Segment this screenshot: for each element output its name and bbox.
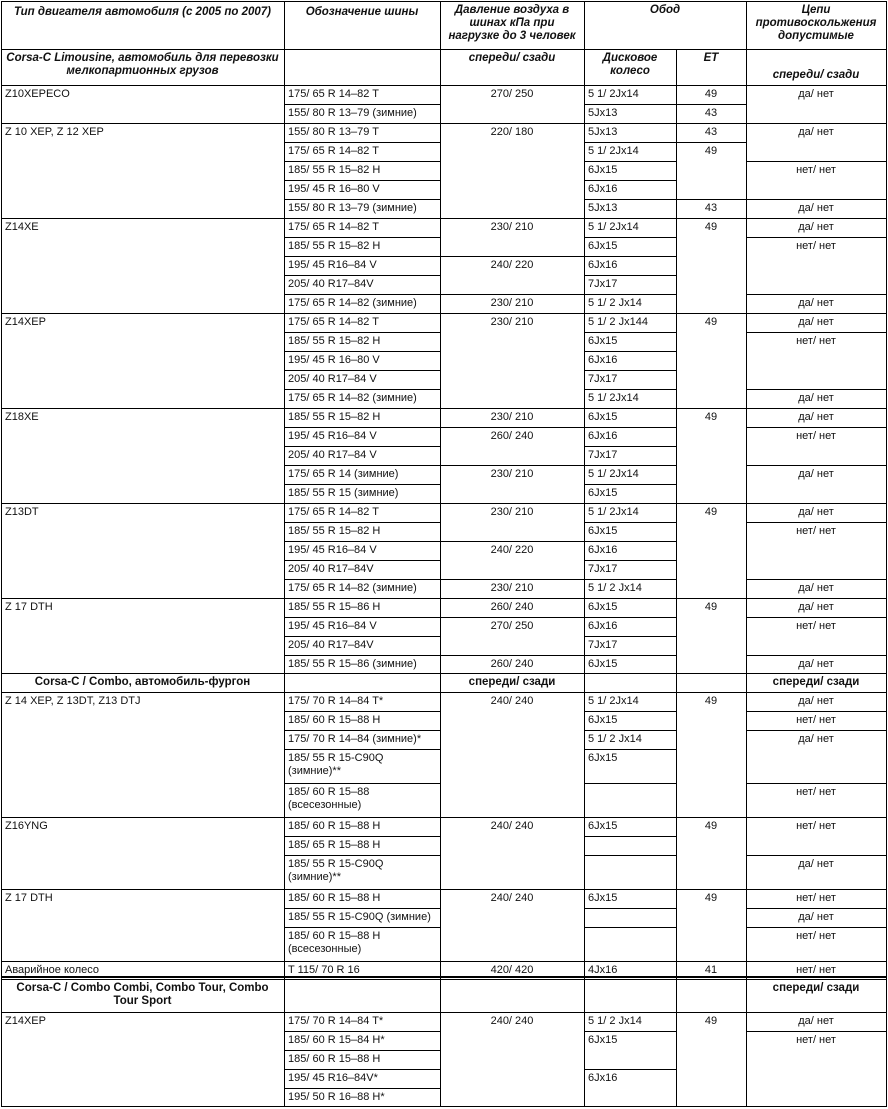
rim-disc: 7Jx17 — [588, 373, 618, 385]
rim-disc: 5 1/ 2Jx14 — [588, 468, 639, 480]
tire-size: 195/ 45 R 16–80 V — [288, 183, 380, 195]
rim-disc: 5Jx13 — [588, 107, 618, 119]
column-divider — [584, 1, 585, 1107]
snow-chains: да/ нет — [798, 582, 834, 594]
tire-size: 175/ 65 R 14–82 T — [288, 316, 379, 328]
tire-size: 175/ 65 R 14–82 T — [288, 221, 379, 233]
tire-size: 175/ 65 R 14–82 T — [288, 506, 379, 518]
tire-size: 185/ 60 R 15–88 H (всесезонные) — [288, 930, 381, 955]
rim-et: 49 — [704, 506, 718, 518]
snow-chains: нет/ нет — [796, 430, 836, 442]
rim-disc: 6Jx16 — [588, 259, 618, 271]
rim-et: 43 — [704, 107, 718, 119]
rim-disc: 4Jx16 — [588, 964, 618, 976]
section-title: Corsa-C Limousine, автомобиль для перевозки мелкопартионных грузов — [6, 52, 279, 77]
snow-chains: да/ нет — [798, 695, 834, 707]
rim-disc: 6Jx16 — [588, 1072, 618, 1084]
tire-pressure: 240/ 240 — [490, 892, 534, 904]
snow-chains: нет/ нет — [796, 964, 836, 976]
column-divider — [886, 1, 887, 1107]
tire-size: 205/ 40 R17–84V — [288, 278, 374, 290]
section-pressure-label: спереди/ сзади — [468, 676, 556, 688]
column-divider — [746, 1, 747, 1107]
tire-pressure: 260/ 240 — [490, 601, 534, 613]
rim-disc: 6Jx15 — [588, 335, 618, 347]
rim-disc: 6Jx15 — [588, 411, 618, 423]
engine-type: Z16YNG — [5, 820, 48, 832]
section-title: Corsa-C / Combo, автомобиль-фургон — [34, 676, 251, 688]
rim-disc: 7Jx17 — [588, 563, 618, 575]
header-et: ET — [703, 52, 719, 64]
row-divider — [1, 1106, 887, 1107]
tire-pressure: 230/ 210 — [490, 316, 534, 328]
tire-size: 185/ 60 R 15–88 H — [288, 892, 381, 904]
rim-disc: 5 1/ 2Jx14 — [588, 392, 639, 404]
tire-size: 195/ 45 R16–84 V — [288, 259, 377, 271]
rim-et: 49 — [704, 88, 718, 100]
tire-size: 185/ 55 R 15–86 (зимние) — [288, 658, 417, 670]
rim-disc: 6Jx16 — [588, 544, 618, 556]
tire-pressure: 270/ 250 — [490, 620, 534, 632]
rim-et: 49 — [704, 1015, 718, 1027]
rim-disc: 5 1/ 2Jx14 — [588, 88, 639, 100]
snow-chains: нет/ нет — [796, 620, 836, 632]
rim-disc: 6Jx15 — [588, 525, 618, 537]
engine-type: Аварийное колесо — [5, 964, 100, 976]
tire-size: 185/ 55 R 15–86 H — [288, 601, 381, 613]
rim-disc: 5 1/ 2 Jx14 — [588, 582, 642, 594]
rim-et: 49 — [704, 411, 718, 423]
engine-type: Z13DT — [5, 506, 39, 518]
section-chains-label: спереди/ сзади — [772, 676, 860, 688]
rim-disc: 6Jx15 — [588, 820, 618, 832]
tire-pressure: 240/ 240 — [490, 820, 534, 832]
tire-size: 185/ 55 R 15–82 H — [288, 411, 381, 423]
tire-size: 185/ 55 R 15 (зимние) — [288, 487, 399, 499]
snow-chains: да/ нет — [798, 202, 834, 214]
snow-chains: да/ нет — [798, 911, 834, 923]
rim-disc: 6Jx16 — [588, 430, 618, 442]
tire-size: 205/ 40 R17–84 V — [288, 373, 377, 385]
rim-et: 49 — [704, 820, 718, 832]
header-tire: Обозначение шины — [305, 6, 419, 18]
rim-disc: 6Jx16 — [588, 354, 618, 366]
column-divider — [440, 1, 441, 1107]
header-rim: Обод — [649, 4, 681, 16]
snow-chains: да/ нет — [798, 88, 834, 100]
rim-disc: 5 1/ 2 Jx14 — [588, 1015, 642, 1027]
rim-et: 43 — [704, 126, 718, 138]
snow-chains: да/ нет — [798, 297, 834, 309]
rim-et: 49 — [704, 695, 718, 707]
tire-size: 185/ 55 R 15–82 H — [288, 164, 381, 176]
rim-et: 49 — [704, 316, 718, 328]
snow-chains: да/ нет — [798, 468, 834, 480]
row-divider — [1, 1, 887, 2]
tire-size: 155/ 80 R 13–79 (зимние) — [288, 107, 417, 119]
header-disc-wheel: Дисковое колесо — [602, 52, 658, 77]
tire-pressure: 230/ 210 — [490, 468, 534, 480]
snow-chains: да/ нет — [798, 411, 834, 423]
tire-size: 155/ 80 R 13–79 T — [288, 126, 379, 138]
tire-size: 175/ 70 R 14–84 T* — [288, 695, 384, 707]
rim-disc: 6Jx15 — [588, 240, 618, 252]
tire-size: 175/ 65 R 14 (зимние) — [288, 468, 399, 480]
rim-disc: 6Jx15 — [588, 892, 618, 904]
tire-size: 185/ 60 R 15–88 H — [288, 820, 381, 832]
row-divider — [584, 49, 747, 50]
snow-chains: нет/ нет — [796, 930, 836, 942]
rim-et: 43 — [704, 202, 718, 214]
rim-disc: 6Jx15 — [588, 1034, 618, 1046]
engine-type: Z 10 XEP, Z 12 XEP — [5, 126, 104, 138]
rim-disc: 5 1/ 2Jx14 — [588, 695, 639, 707]
rim-disc: 6Jx15 — [588, 752, 618, 764]
snow-chains: нет/ нет — [796, 335, 836, 347]
tire-size: 185/ 60 R 15–88 H — [288, 714, 381, 726]
tire-pressure: 230/ 210 — [490, 411, 534, 423]
header-pressure: Давление воздуха в шинах кПа при нагрузке до 3 человек — [448, 4, 576, 42]
tire-pressure: 220/ 180 — [490, 126, 534, 138]
header-chains: Цепи противоскольжения допустимые — [755, 4, 877, 42]
tire-pressure: 420/ 420 — [490, 964, 534, 976]
rim-disc: 6Jx15 — [588, 714, 618, 726]
snow-chains: нет/ нет — [796, 892, 836, 904]
tire-size: 185/ 65 R 15–88 H — [288, 839, 381, 851]
tire-pressure: 230/ 210 — [490, 221, 534, 233]
tire-size: 195/ 45 R16–84 V — [288, 430, 377, 442]
tire-pressure: 240/ 220 — [490, 544, 534, 556]
snow-chains: да/ нет — [798, 126, 834, 138]
snow-chains: нет/ нет — [796, 1034, 836, 1046]
tire-pressure: 240/ 240 — [490, 1015, 534, 1027]
engine-type: Z14XE — [5, 221, 39, 233]
rim-disc: 5 1/ 2 Jx14 — [588, 733, 642, 745]
tire-size: 205/ 40 R17–84 V — [288, 449, 377, 461]
tire-size: 195/ 45 R 16–80 V — [288, 354, 380, 366]
rim-disc: 7Jx17 — [588, 639, 618, 651]
row-divider — [1, 976, 887, 978]
engine-type: Z14XEP — [5, 1015, 46, 1027]
tire-size: 185/ 55 R 15-C90Q (зимние) — [288, 911, 431, 923]
tire-size: 185/ 60 R 15–88 (всесезонные) — [288, 786, 370, 811]
section-chains-label: спереди/ сзади — [772, 69, 860, 81]
tire-size: 175/ 70 R 14–84 T* — [288, 1015, 384, 1027]
tire-size: 185/ 60 R 15–88 H — [288, 1053, 381, 1065]
snow-chains: нет/ нет — [796, 240, 836, 252]
tire-size: 175/ 65 R 14–82 T — [288, 145, 379, 157]
engine-type: Z 14 XEP, Z 13DT, Z13 DTJ — [5, 695, 141, 707]
snow-chains: нет/ нет — [796, 786, 836, 798]
tire-pressure: 230/ 210 — [490, 297, 534, 309]
tire-size: 195/ 45 R16–84V* — [288, 1072, 378, 1084]
tire-pressure: 260/ 240 — [490, 430, 534, 442]
header-engine: Тип двигателя автомобиля (с 2005 по 2007) — [14, 6, 271, 18]
tire-pressure: 240/ 220 — [490, 259, 534, 271]
column-divider — [284, 1, 285, 1107]
tire-size: 185/ 60 R 15–84 H* — [288, 1034, 385, 1046]
rim-disc — [584, 855, 676, 889]
rim-disc: 6Jx16 — [588, 620, 618, 632]
rim-et: 41 — [704, 964, 718, 976]
snow-chains: нет/ нет — [796, 714, 836, 726]
snow-chains: нет/ нет — [796, 820, 836, 832]
tire-pressure: 270/ 250 — [490, 88, 534, 100]
snow-chains: да/ нет — [798, 221, 834, 233]
column-divider — [1, 1, 2, 1107]
tire-pressure: 260/ 240 — [490, 658, 534, 670]
tire-size: 175/ 65 R 14–82 (зимние) — [288, 582, 417, 594]
tire-size: 205/ 40 R17–84V — [288, 639, 374, 651]
rim-disc — [584, 927, 676, 961]
tire-size: 175/ 65 R 14–82 (зимние) — [288, 297, 417, 309]
tire-size: 195/ 45 R16–84 V — [288, 620, 377, 632]
snow-chains: да/ нет — [798, 733, 834, 745]
rim-disc: 5Jx13 — [588, 202, 618, 214]
snow-chains: нет/ нет — [796, 525, 836, 537]
engine-type: Z 17 DTH — [5, 892, 53, 904]
engine-type: Z14XEP — [5, 316, 46, 328]
snow-chains: нет/ нет — [796, 164, 836, 176]
section-chains-label: спереди/ сзади — [772, 982, 860, 994]
tire-size: 185/ 55 R 15-C90Q (зимние)** — [288, 858, 384, 883]
tire-size: 195/ 45 R16–84 V — [288, 544, 377, 556]
tire-size: 155/ 80 R 13–79 (зимние) — [288, 202, 417, 214]
snow-chains: да/ нет — [798, 858, 834, 870]
rim-disc: 6Jx15 — [588, 487, 618, 499]
rim-disc: 7Jx17 — [588, 278, 618, 290]
rim-disc: 6Jx15 — [588, 658, 618, 670]
rim-et: 49 — [704, 892, 718, 904]
engine-type: Z10XEPECO — [5, 88, 70, 100]
rim-et: 49 — [704, 601, 718, 613]
rim-disc: 5 1/ 2Jx14 — [588, 145, 639, 157]
engine-type: Z18XE — [5, 411, 39, 423]
snow-chains: да/ нет — [798, 392, 834, 404]
snow-chains: да/ нет — [798, 601, 834, 613]
snow-chains: да/ нет — [798, 506, 834, 518]
tire-size: 175/ 70 R 14–84 (зимние)* — [288, 733, 422, 745]
tire-pressure: 230/ 210 — [490, 582, 534, 594]
snow-chains: да/ нет — [798, 316, 834, 328]
engine-type: Z 17 DTH — [5, 601, 53, 613]
rim-disc — [584, 908, 676, 927]
tire-size: 185/ 55 R 15–82 H — [288, 525, 381, 537]
rim-disc: 5 1/ 2 Jx14 — [588, 297, 642, 309]
rim-disc: 5 1/ 2Jx14 — [588, 221, 639, 233]
rim-disc: 6Jx15 — [588, 164, 618, 176]
tire-size: 175/ 65 R 14–82 (зимние) — [288, 392, 417, 404]
rim-disc: 5 1/ 2Jx14 — [588, 506, 639, 518]
tire-pressure: 240/ 240 — [490, 695, 534, 707]
rim-disc: 5 1/ 2 Jx144 — [588, 316, 648, 328]
section-pressure-label: спереди/ сзади — [468, 52, 556, 64]
tire-size: 195/ 50 R 16–88 H* — [288, 1091, 385, 1103]
tire-pressure: 230/ 210 — [490, 506, 534, 518]
rim-et: 49 — [704, 221, 718, 233]
snow-chains: да/ нет — [798, 658, 834, 670]
rim-disc: 5Jx13 — [588, 126, 618, 138]
rim-disc: 6Jx15 — [588, 601, 618, 613]
tire-size: 175/ 65 R 14–82 T — [288, 88, 379, 100]
rim-disc — [584, 836, 676, 855]
column-divider — [676, 49, 677, 1107]
rim-et: 49 — [704, 145, 718, 157]
tire-size: 205/ 40 R17–84V — [288, 563, 374, 575]
tire-size: 185/ 55 R 15–82 H — [288, 240, 381, 252]
tire-size: T 115/ 70 R 16 — [288, 964, 360, 976]
tire-size: 185/ 55 R 15–82 H — [288, 335, 381, 347]
rim-disc: 6Jx16 — [588, 183, 618, 195]
snow-chains: да/ нет — [798, 1015, 834, 1027]
rim-disc: 7Jx17 — [588, 449, 618, 461]
tire-size: 185/ 55 R 15-C90Q (зимние)** — [288, 752, 384, 777]
section-title: Corsa-C / Combo Combi, Combo Tour, Combo Tour Sport — [16, 982, 269, 1007]
rim-disc — [584, 783, 676, 817]
